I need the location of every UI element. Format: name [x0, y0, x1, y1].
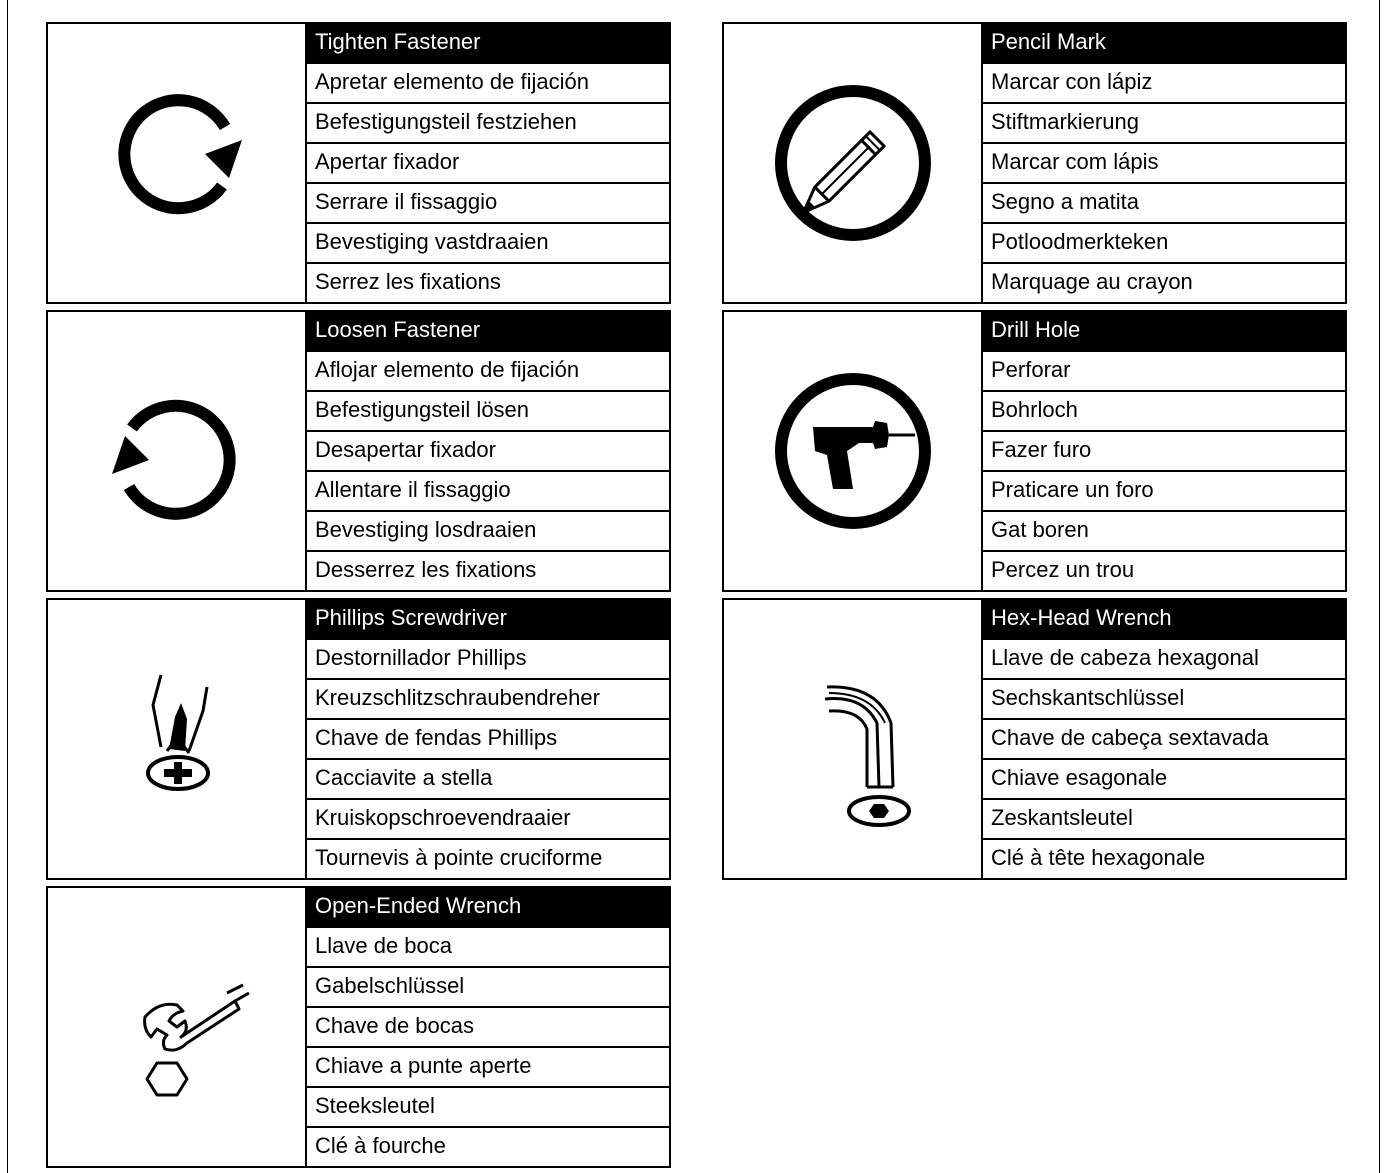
translation-french: Clé à tête hexagonale: [991, 845, 1206, 870]
translation-french: Desserrez les fixations: [315, 557, 537, 582]
translation-portuguese: Fazer furo: [983, 432, 1345, 472]
translation-french: Tournevis à pointe cruciforme: [315, 845, 603, 870]
translation-german: Kreuzschlitzschraubendreher: [307, 680, 669, 720]
hex-key-wrench-icon: [753, 639, 953, 839]
translation-spanish: Perforar: [983, 352, 1345, 392]
translation-italian: Allentare il fissaggio: [307, 472, 669, 512]
translation-italian: Segno a matita: [983, 184, 1345, 224]
translation-dutch: Steeksleutel: [307, 1088, 669, 1128]
translation-portuguese: Apertar fixador: [307, 144, 669, 184]
symbol-title: Phillips Screwdriver: [307, 600, 669, 640]
translation-list: [307, 24, 669, 302]
translation-german: Bohrloch: [983, 392, 1345, 432]
translation-list: [983, 600, 1345, 878]
icon-cell: [48, 24, 307, 302]
translation-portuguese: Chave de bocas: [307, 1008, 669, 1048]
translation-german: Gabelschlüssel: [307, 968, 669, 1008]
translation-french: Marquage au crayon: [991, 269, 1193, 294]
translation-dutch: Bevestiging losdraaien: [307, 512, 669, 552]
translation-list: [307, 600, 669, 878]
translation-french: Serrez les fixations: [315, 269, 501, 294]
translation-spanish: Apretar elemento de fijación: [307, 64, 669, 104]
translation-spanish: Marcar con lápiz: [983, 64, 1345, 104]
translation-dutch: Zeskantsleutel: [983, 800, 1345, 840]
translation-dutch: Bevestiging vastdraaien: [307, 224, 669, 264]
translation-portuguese: Marcar com lápis: [983, 144, 1345, 184]
translation-french: Percez un trou: [991, 557, 1135, 582]
translation-list: [307, 888, 669, 1166]
translation-italian: Chiave a punte aperte: [307, 1048, 669, 1088]
icon-cell: [724, 600, 983, 878]
translation-list: [307, 312, 669, 590]
drill-icon: [753, 351, 953, 551]
symbol-block-drill-hole: [722, 310, 1347, 592]
translation-german: Befestigungsteil festziehen: [307, 104, 669, 144]
translation-italian: Chiave esagonale: [983, 760, 1345, 800]
translation-italian: Cacciavite a stella: [307, 760, 669, 800]
translation-italian: Praticare un foro: [983, 472, 1345, 512]
icon-cell: [48, 600, 307, 878]
translation-dutch: Gat boren: [983, 512, 1345, 552]
translation-dutch: Potloodmerkteken: [983, 224, 1345, 264]
translation-spanish: Destornillador Phillips: [307, 640, 669, 680]
icon-cell: [724, 312, 983, 590]
counterclockwise-arrow-icon: [77, 351, 277, 551]
pencil-icon: [753, 63, 953, 263]
translation-portuguese: Desapertar fixador: [307, 432, 669, 472]
symbol-block-hex-head-wrench: [722, 598, 1347, 880]
icon-cell: [48, 312, 307, 590]
translation-portuguese: Chave de fendas Phillips: [307, 720, 669, 760]
symbol-block-open-ended-wrench: [46, 886, 671, 1168]
symbol-title: Tighten Fastener: [307, 24, 669, 64]
open-ended-wrench-icon: [77, 927, 277, 1127]
translation-spanish: Llave de boca: [307, 928, 669, 968]
icon-cell: [48, 888, 307, 1166]
icon-cell: [724, 24, 983, 302]
translation-german: Stiftmarkierung: [983, 104, 1345, 144]
translation-list: [983, 312, 1345, 590]
symbol-title: Pencil Mark: [983, 24, 1345, 64]
symbol-block-tighten-fastener: [46, 22, 671, 304]
translation-german: Befestigungsteil lösen: [307, 392, 669, 432]
symbol-title: Open-Ended Wrench: [307, 888, 669, 928]
translation-spanish: Aflojar elemento de fijación: [307, 352, 669, 392]
symbol-title: Hex-Head Wrench: [983, 600, 1345, 640]
translation-dutch: Kruiskopschroevendraaier: [307, 800, 669, 840]
clockwise-arrow-icon: [77, 63, 277, 263]
translation-french: Clé à fourche: [315, 1133, 446, 1158]
symbol-title: Drill Hole: [983, 312, 1345, 352]
phillips-screwdriver-icon: [77, 639, 277, 839]
translation-portuguese: Chave de cabeça sextavada: [983, 720, 1345, 760]
translation-list: [983, 24, 1345, 302]
translation-spanish: Llave de cabeza hexagonal: [983, 640, 1345, 680]
translation-italian: Serrare il fissaggio: [307, 184, 669, 224]
symbol-block-pencil-mark: [722, 22, 1347, 304]
symbol-block-phillips-screwdriver: [46, 598, 671, 880]
symbol-title: Loosen Fastener: [307, 312, 669, 352]
symbol-block-loosen-fastener: [46, 310, 671, 592]
translation-german: Sechskantschlüssel: [983, 680, 1345, 720]
